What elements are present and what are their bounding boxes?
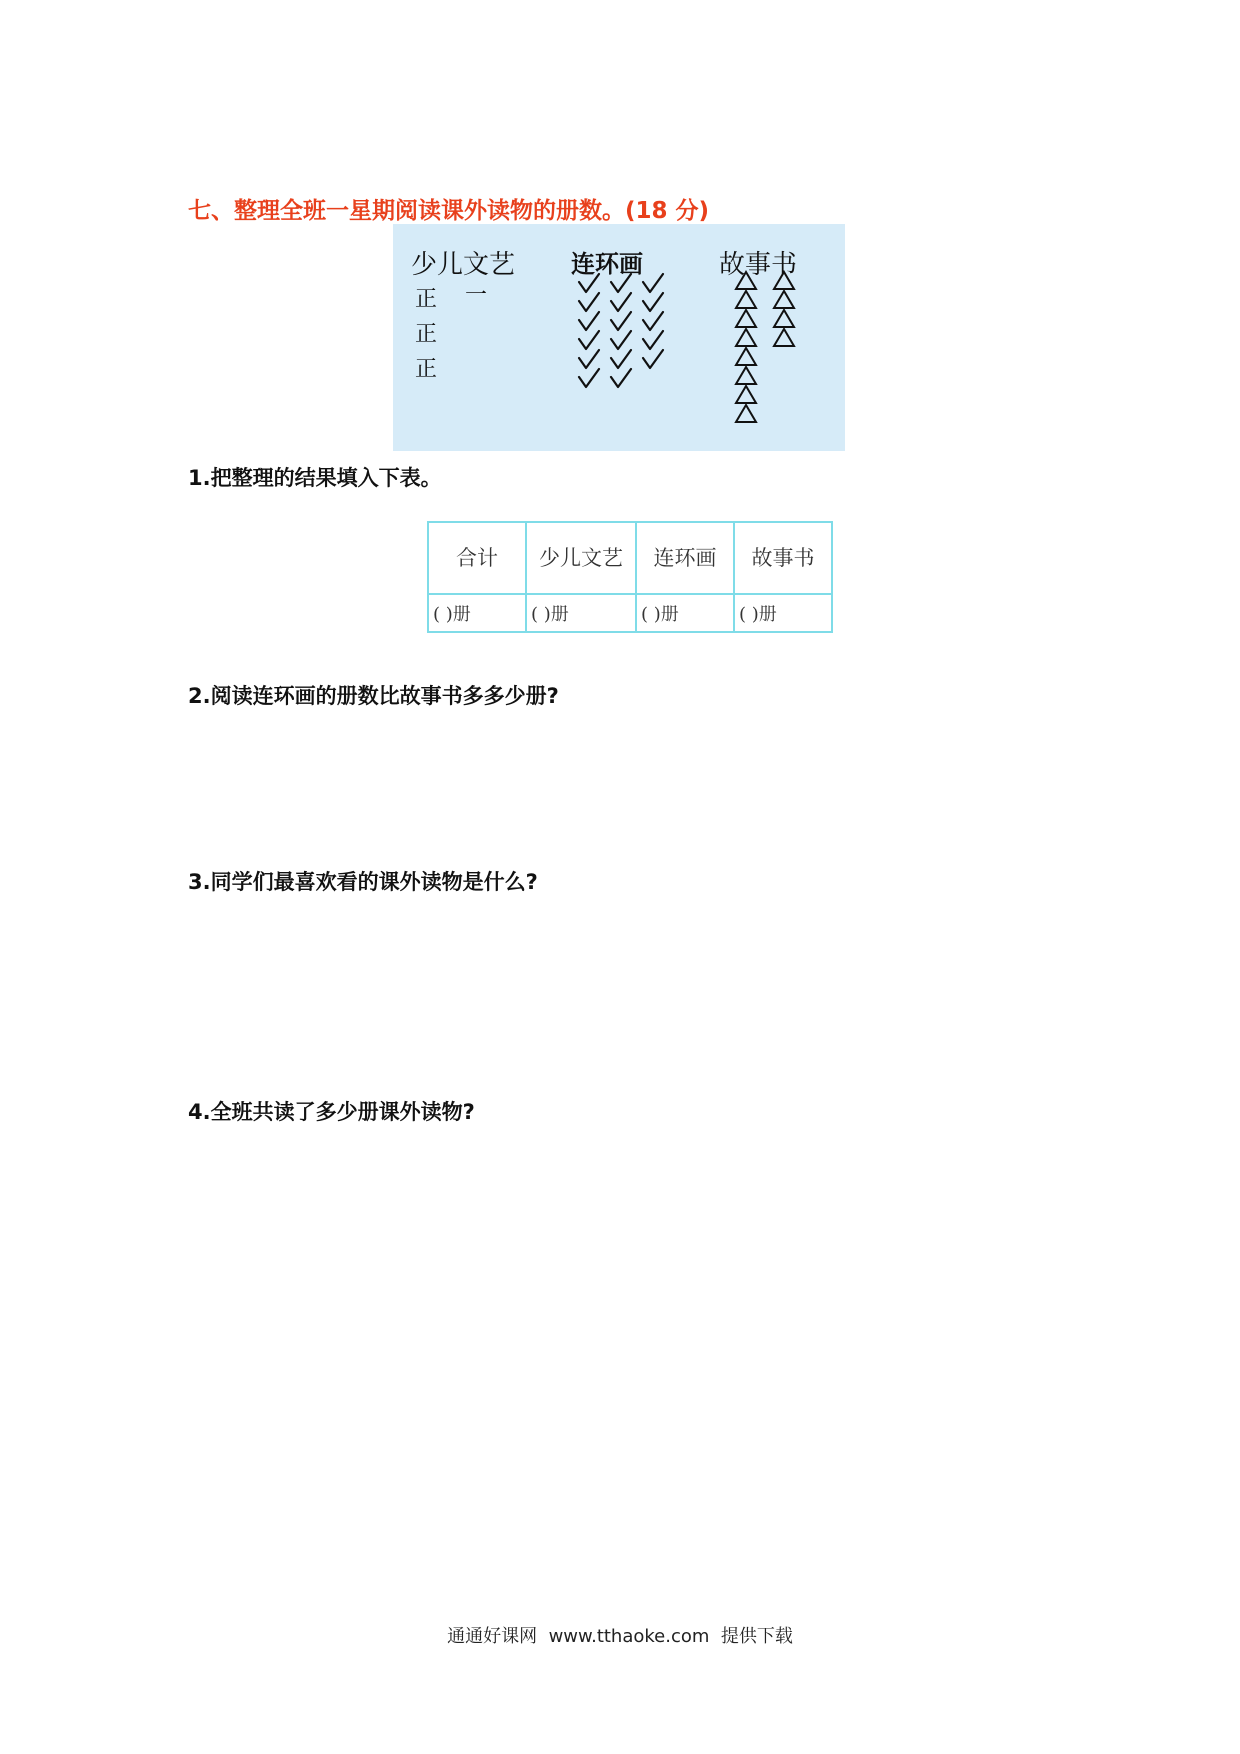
check-mark-icon [611,331,631,349]
check-mark-icon [579,293,599,311]
check-mark-icon [611,369,631,387]
answer-cell-storybooks[interactable]: ( )册 [734,594,832,632]
check-mark-icon [611,350,631,368]
triangle-mark-icon [736,367,756,384]
check-mark-icon [579,274,599,292]
check-mark-icon [579,369,599,387]
question-1: 1.把整理的结果填入下表。 [188,466,442,490]
triangle-mark-icon [774,272,794,289]
triangle-mark-icon [774,329,794,346]
check-mark-icon [611,274,631,292]
triangle-mark-icon [736,310,756,327]
answer-cell-comics[interactable]: ( )册 [636,594,734,632]
tally-zheng: 正 [415,287,438,312]
tally-zheng: 正 [415,322,438,347]
header-total: 合计 [428,522,526,594]
triangle-mark-icon [736,348,756,365]
triangle-mark-icon [774,310,794,327]
triangle-mark-icon [736,272,756,289]
footer-source: 通通好课网 www.tthaoke.com 提供下载 [447,1626,793,1647]
triangle-mark-icon [736,386,756,403]
tally-header-storybooks: 故事书 [719,250,798,280]
section-title: 七、整理全班一星期阅读课外读物的册数。(18 分) [188,198,710,224]
check-mark-icon [611,293,631,311]
header-comics: 连环画 [636,522,734,594]
triangle-mark-icon [736,291,756,308]
question-4: 4.全班共读了多少册课外读物? [188,1100,475,1124]
triangle-mark-icon [736,329,756,346]
check-mark-icon [643,350,663,368]
header-storybooks: 故事书 [734,522,832,594]
check-mark-icon [579,312,599,330]
tally-header-children-lit: 少儿文艺 [411,250,516,280]
question-3: 3.同学们最喜欢看的课外读物是什么? [188,870,538,894]
tally-header-comics: 连环画 [571,250,643,278]
check-mark-icon [643,293,663,311]
check-mark-icon [643,274,663,292]
check-mark-icon [579,350,599,368]
question-2: 2.阅读连环画的册数比故事书多多少册? [188,684,559,708]
check-mark-icon [643,312,663,330]
tally-zheng: 正 [415,357,438,382]
check-mark-icon [643,331,663,349]
answer-cell-children-lit[interactable]: ( )册 [526,594,636,632]
header-children-lit: 少儿文艺 [526,522,636,594]
triangle-mark-icon [736,405,756,422]
tally-chart [393,224,845,451]
result-table [427,521,833,633]
tally-marks [393,224,845,451]
check-mark-icon [611,312,631,330]
answer-cell-total[interactable]: ( )册 [428,594,526,632]
tally-yi: 一 [465,283,488,308]
check-mark-icon [579,331,599,349]
triangle-mark-icon [774,291,794,308]
